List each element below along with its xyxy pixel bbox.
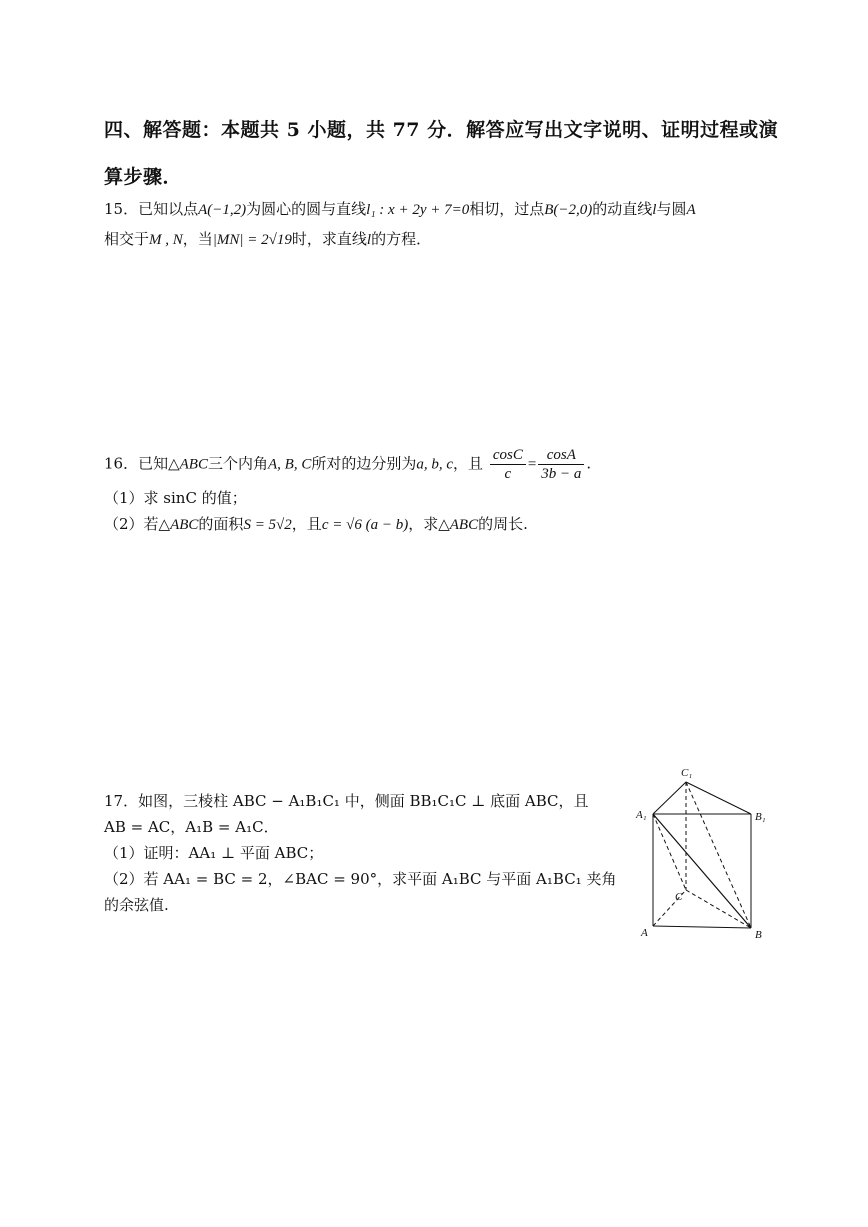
q17-intro: 如图，三棱柱 ABC − A₁B₁C₁ 中，侧面 BB₁C₁C ⊥ 底面 ABC，且	[138, 792, 589, 810]
q16-line1	[104, 446, 591, 483]
q15-text: 的方程．	[371, 230, 432, 248]
fraction-denominator: 3b − a	[541, 466, 582, 482]
q16-text: ，且	[291, 515, 322, 533]
q16-text: 所对的边分别为	[311, 454, 417, 473]
q15-text: 已知以点	[138, 200, 199, 218]
section-title-line1: 四、解答题：本题共 5 小题，共 77 分．解答应写出文字说明、证明过程或演	[104, 119, 779, 141]
q15-points-mn: M , N	[149, 232, 183, 248]
q15-condition: |MN| = 2√19	[212, 232, 292, 248]
q16-text: 的周长.	[478, 515, 528, 533]
q17-part2-continued: 的余弦值.	[104, 896, 169, 914]
edge-c1b	[686, 782, 751, 928]
q15-text: 相交于	[104, 230, 150, 248]
edge-ab	[653, 926, 751, 928]
q16-text: ，且	[453, 454, 484, 473]
fraction-numerator: cosA	[538, 446, 584, 465]
q15-text: 的动直线	[592, 200, 653, 218]
q16-sides: a, b, c	[416, 456, 454, 473]
q15-point-a: A(−1,2)	[198, 202, 247, 218]
label-a1: A₁	[636, 809, 647, 821]
q16-text: 已知	[138, 454, 169, 473]
q16-text: （2）若	[104, 515, 159, 533]
q17-number: 17．	[104, 792, 139, 810]
q16-fraction-2	[538, 446, 584, 483]
edge-cb	[686, 890, 751, 928]
fraction-denominator: c	[504, 466, 512, 482]
q17-line1	[104, 791, 589, 811]
q15-line1	[104, 199, 696, 220]
q17-part2: （2）若 AA₁ = BC = 2，∠BAC = 90°，求平面 A₁BC 与平面 A₁BC₁ 夹角	[104, 870, 617, 888]
q15-point-b: B(−2,0)	[544, 202, 593, 218]
q16-part2	[104, 514, 528, 535]
edge-a1c1	[653, 782, 686, 814]
q16-text: ，求	[408, 515, 439, 533]
q15-circle-a: A	[686, 202, 696, 218]
prism-diagram	[633, 762, 778, 942]
q15-text: 为圆心的圆与直线	[246, 200, 367, 218]
fraction-numerator: cosC	[490, 446, 526, 465]
label-b: B	[755, 929, 762, 941]
edge-c1b1	[686, 782, 751, 814]
label-b1: B₁	[755, 811, 766, 823]
q16-condition: c = √6 (a − b)	[321, 517, 409, 533]
edge-a1c	[653, 814, 686, 890]
q16-triangle: △ABC	[438, 517, 479, 533]
q16-triangle: △ABC	[168, 456, 208, 473]
label-c: C	[675, 891, 683, 903]
q15-number: 15．	[104, 200, 139, 218]
section-title-line2: 算步骤．	[104, 166, 183, 188]
q17-line2: AB = AC，A₁B = A₁C．	[104, 818, 279, 836]
equals-sign: =	[527, 456, 537, 473]
edge-a1b	[653, 814, 751, 928]
q16-text: 三个内角	[207, 454, 268, 473]
prism-figure	[633, 762, 778, 942]
q15-text: ，当	[182, 230, 213, 248]
q16-triangle: △ABC	[158, 517, 199, 533]
q17-part1: （1）证明：AA₁ ⊥ 平面 ABC；	[104, 844, 324, 862]
q15-text: 时，求直线	[291, 230, 367, 248]
q15-text: 与圆	[656, 200, 687, 218]
q16-area: S = 5√2	[243, 517, 292, 533]
q15-line-l: l	[652, 202, 657, 218]
q16-part1: （1）求 sinC 的值；	[104, 489, 247, 507]
q16-text: 的面积	[198, 515, 244, 533]
q16-angles: A, B, C	[268, 456, 312, 473]
label-a: A	[641, 927, 648, 939]
q16-period: .	[586, 454, 592, 473]
q16-fraction-1	[490, 446, 526, 483]
q15-tangent-line: l₁ : x + 2y + 7=0	[366, 202, 470, 218]
q16-number: 16．	[104, 454, 139, 473]
q15-text: 相切，过点	[469, 200, 545, 218]
label-c1: C₁	[681, 767, 693, 779]
q15-line2	[104, 229, 431, 250]
q15-line-l: l	[366, 232, 372, 248]
